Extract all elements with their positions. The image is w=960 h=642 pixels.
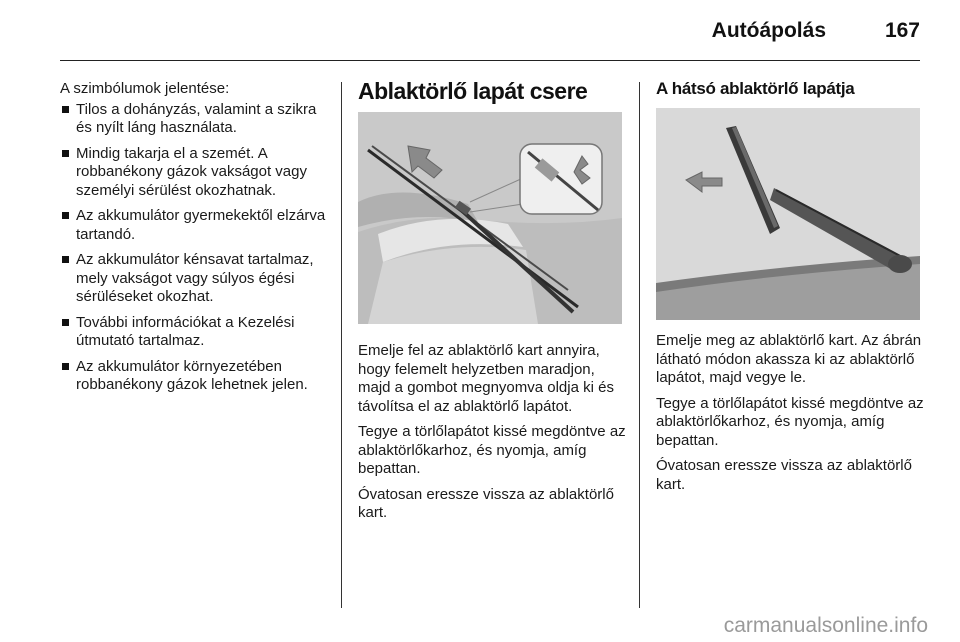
watermark: carmanualsonline.info (723, 614, 928, 637)
right-column (656, 78, 922, 100)
middle-body (358, 342, 628, 530)
paragraph: Óvatosan eressze vissza az ablaktörlő kart. (358, 485, 614, 521)
section-title-wiper-blade: Ablaktörlő lapát csere (358, 78, 588, 104)
column-divider-1 (341, 82, 342, 608)
rear-wiper-illustration (656, 108, 920, 320)
section-title-rear-wiper: A hátsó ablaktörlő lapátja (656, 79, 855, 98)
list-item: Az akkumulátor kénsavat tartalmaz, mely vakságot vagy súlyos égési sérüléseket okozhat. (60, 251, 332, 307)
list-item: Az akkumulátor környezetében robbanékony gázok lehetnek jelen. (60, 358, 332, 395)
symbol-list (60, 101, 332, 395)
rear-wiper-figure (656, 108, 920, 320)
symbols-intro: A szimbólumok jelentése: (60, 80, 230, 97)
front-wiper-figure (358, 112, 622, 324)
column-divider-2 (639, 82, 640, 608)
page-number: 167 (884, 19, 920, 42)
paragraph: Emelje fel az ablaktörlő kart annyira, hogy felemelt helyzetben maradjon, majd a gombot megnyomva oldja ki és távolítsa el az ablaktörlő lapátot. (358, 342, 614, 415)
paragraph: Emelje meg az ablaktörlő kart. Az ábrán látható módon akassza ki az ablaktörlő lapátot, majd vegye le. (656, 332, 922, 386)
paragraph: Tegye a törlőlapátot kissé megdöntve az ablaktörlőkarhoz, és nyomja, amíg bepattan. (358, 423, 626, 477)
middle-column (358, 78, 626, 105)
front-wiper-illustration (358, 112, 622, 324)
header-title: Autóápolás (711, 19, 826, 42)
left-column (60, 80, 332, 402)
list-item: Az akkumulátor gyermekektől elzárva tartandó. (60, 207, 332, 244)
list-item: További információkat a Kezelési útmutató tartalmaz. (60, 314, 332, 351)
paragraph: Tegye a törlőlapátot kissé megdöntve az ablaktörlőkarhoz, és nyomja, amíg bepattan. (656, 394, 924, 449)
right-body (656, 332, 926, 501)
header-divider (60, 60, 920, 61)
list-item: Mindig takarja el a szemét. A robbanékony gázok vakságot vagy személyi sérülést okozhatnak. (60, 145, 332, 201)
list-item: Tilos a dohányzás, valamint a szikra és nyílt láng használata. (60, 101, 332, 138)
paragraph: Óvatosan eressze vissza az ablaktörlő kart. (656, 457, 912, 493)
